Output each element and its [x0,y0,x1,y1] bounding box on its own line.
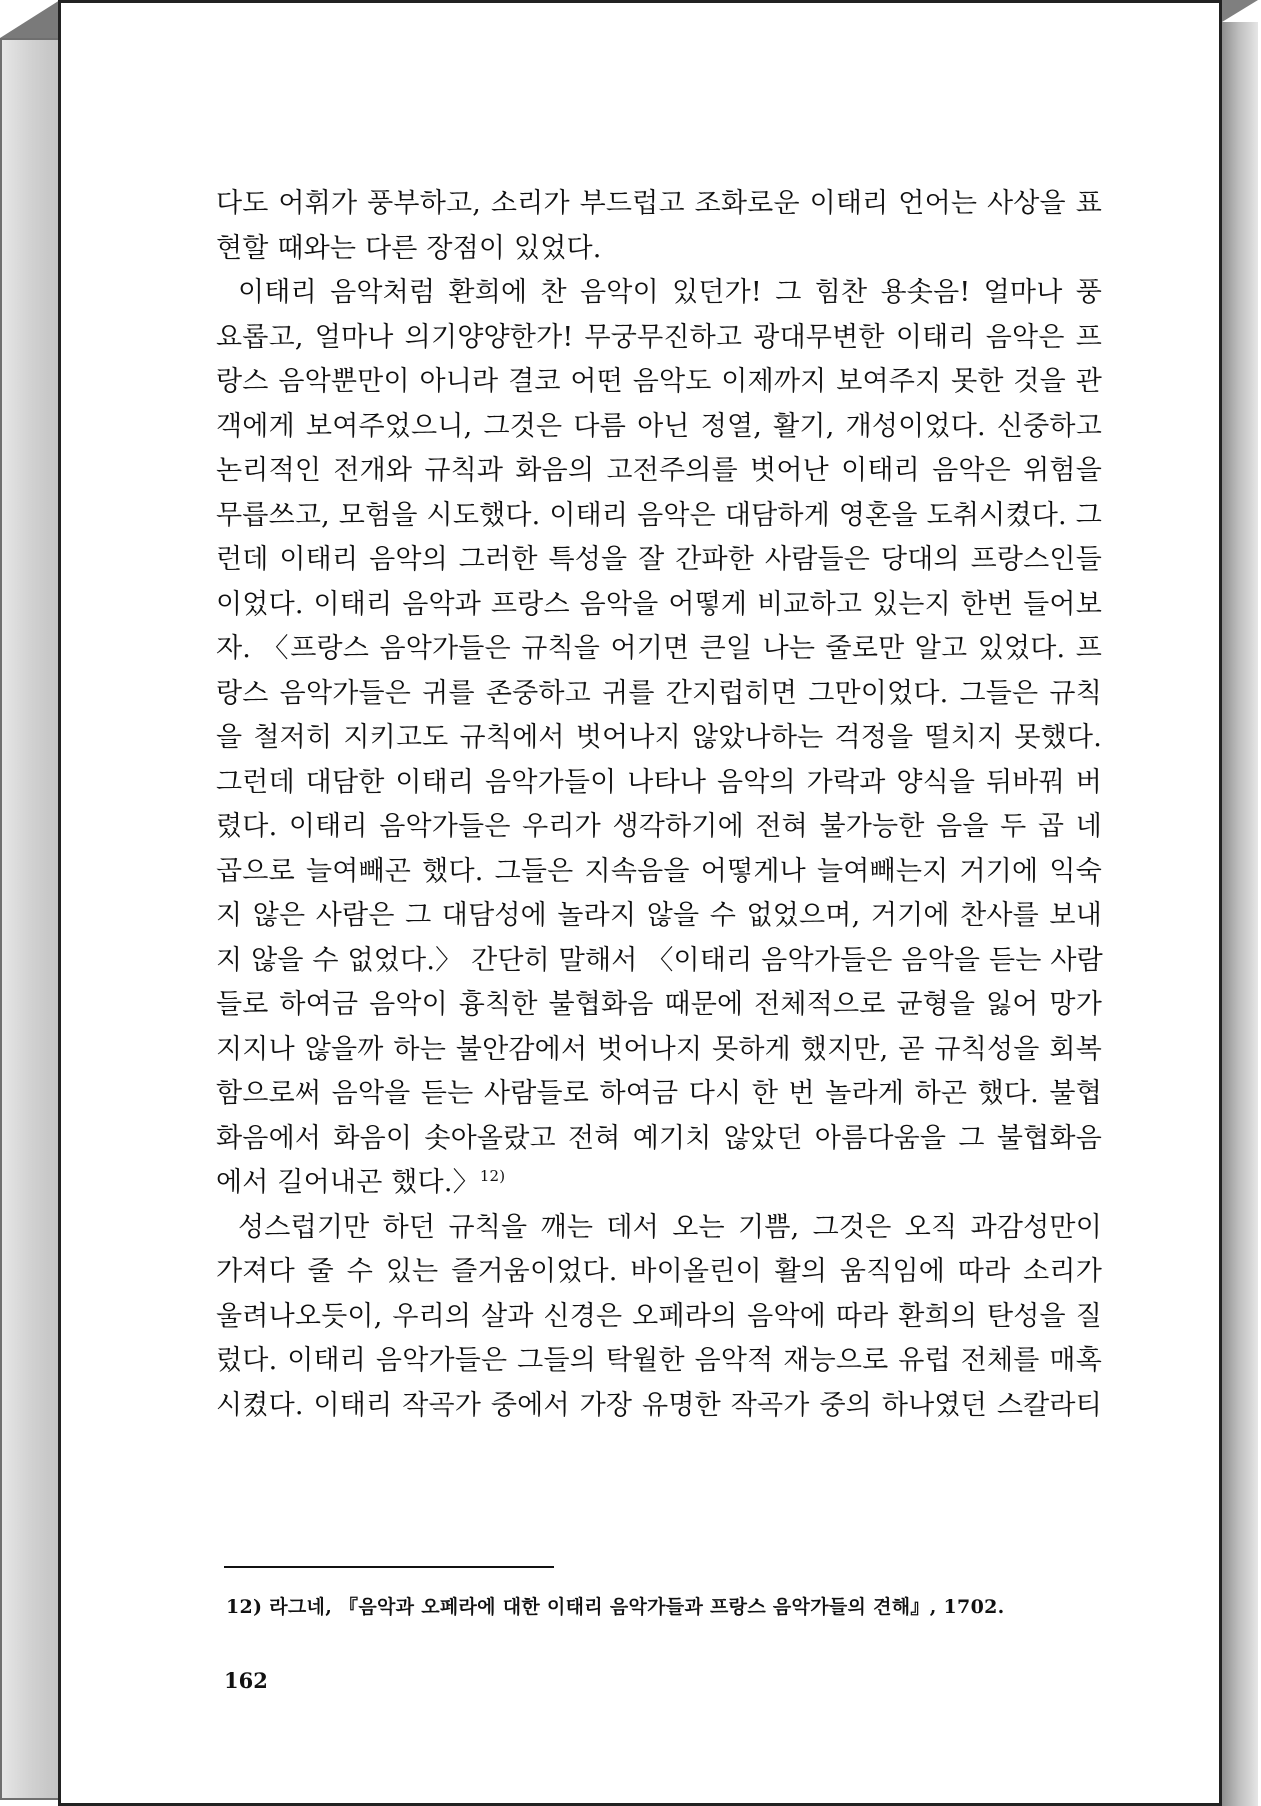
text-line: 무릅쓰고, 모험을 시도했다. 이태리 음악은 대담하게 영혼을 도취시켰다. 그 [216,499,1102,531]
text-line [216,1161,1102,1206]
text-line: 랑스 음악뿐만이 아니라 결코 어떤 음악도 이제까지 보여주지 못한 것을 관 [216,366,1102,397]
book-spine [0,38,60,1800]
text-line: 논리적인 전개와 규칙과 화음의 고전주의를 벗어난 이태리 음악은 위험을 [216,455,1103,486]
footnote: 12) 라그네, 『음악과 오페라에 대한 이태리 음악가들과 프랑스 음악가들의 견해』, 1702. [226,1596,1005,1618]
text-line: 자. 〈프랑스 음악가들은 규칙을 어기면 큰일 나는 줄로만 알고 있었다. 프 [216,633,1102,664]
text-line: 성스럽기만 하던 규칙을 깨는 데서 오는 기쁨, 그것은 오직 과감성만이 [238,1211,1102,1243]
text-line: 렸다. 이태리 음악가들은 우리가 생각하기에 전혀 불가능한 음을 두 곱 네 [216,811,1102,842]
text-line: 그런데 대담한 이태리 음악가들이 나타나 음악의 가락과 양식을 뒤바꿔 버 [216,766,1102,798]
text-line: 현할 때와는 다른 장점이 있었다. [216,232,602,264]
text-line: 들로 하여금 음악이 흉칙한 불협화음 때문에 전체적으로 균형을 잃어 망가 [216,989,1102,1020]
text-line: 곱으로 늘여빼곤 했다. 그들은 지속음을 어떻게나 늘여빼는지 거기에 익숙 [216,855,1102,887]
text-line-content: 에서 길어내곤 했다.〉 [216,1167,480,1198]
text-line: 런데 이태리 음악의 그러한 특성을 잘 간파한 사람들은 당대의 프랑스인들 [216,544,1102,575]
text-line: 울려나오듯이, 우리의 살과 신경은 오페라의 음악에 따라 환희의 탄성을 질 [216,1300,1102,1332]
text-line: 시켰다. 이태리 작곡가 중에서 가장 유명한 작곡가 중의 하나였던 스칼라티 [216,1389,1102,1421]
footnote-divider [224,1566,554,1568]
text-line: 지 않을 수 없었다.〉 간단히 말해서 〈이태리 음악가들은 음악을 듣는 사람 [216,944,1103,976]
text-line: 화음에서 화음이 솟아올랐고 전혀 예기치 않았던 아름다움을 그 불협화음 [216,1122,1102,1154]
text-line: 객에게 보여주었으니, 그것은 다름 아닌 정열, 활기, 개성이었다. 신중하고 [216,410,1102,442]
text-line: 랑스 음악가들은 귀를 존중하고 귀를 간지럽히면 그만이었다. 그들은 규칙 [216,677,1102,709]
text-line: 요롭고, 얼마나 의기양양한가! 무궁무진하고 광대무변한 이태리 음악은 프 [216,321,1102,353]
text-line: 렀다. 이태리 음악가들은 그들의 탁월한 음악적 재능으로 유럽 전체를 매혹 [216,1345,1102,1376]
text-line: 가져다 줄 수 있는 즐거움이었다. 바이올린이 활의 움직임에 따라 소리가 [216,1256,1102,1287]
book-spine-top [0,0,60,38]
text-line: 지지나 않을까 하는 불안감에서 벗어나지 못하게 했지만, 곧 규칙성을 회복 [216,1033,1102,1065]
text-line: 지 않은 사람은 그 대담성에 놀라지 않을 수 없었으며, 거기에 찬사를 보내 [216,900,1102,931]
page-shadow [1222,22,1258,1806]
text-line: 을 철저히 지키고도 규칙에서 벗어나지 않았나하는 걱정을 떨치지 못했다. [216,722,1102,753]
text-line: 함으로써 음악을 듣는 사람들로 하여금 다시 한 번 놀라게 하곤 했다. 불협 [216,1078,1102,1109]
text-line: 이태리 음악처럼 환희에 찬 음악이 있던가! 그 힘찬 용솟음! 얼마나 풍 [238,277,1102,308]
body-text [216,182,1102,1428]
text-line: 다도 어휘가 풍부하고, 소리가 부드럽고 조화로운 이태리 언어는 사상을 표 [216,188,1102,219]
page-shadow-top [1222,0,1258,22]
page-number: 162 [224,1668,268,1693]
footnote-reference: 12) [479,1167,506,1185]
text-line: 이었다. 이태리 음악과 프랑스 음악을 어떻게 비교하고 있는지 한번 들어보 [216,588,1102,620]
